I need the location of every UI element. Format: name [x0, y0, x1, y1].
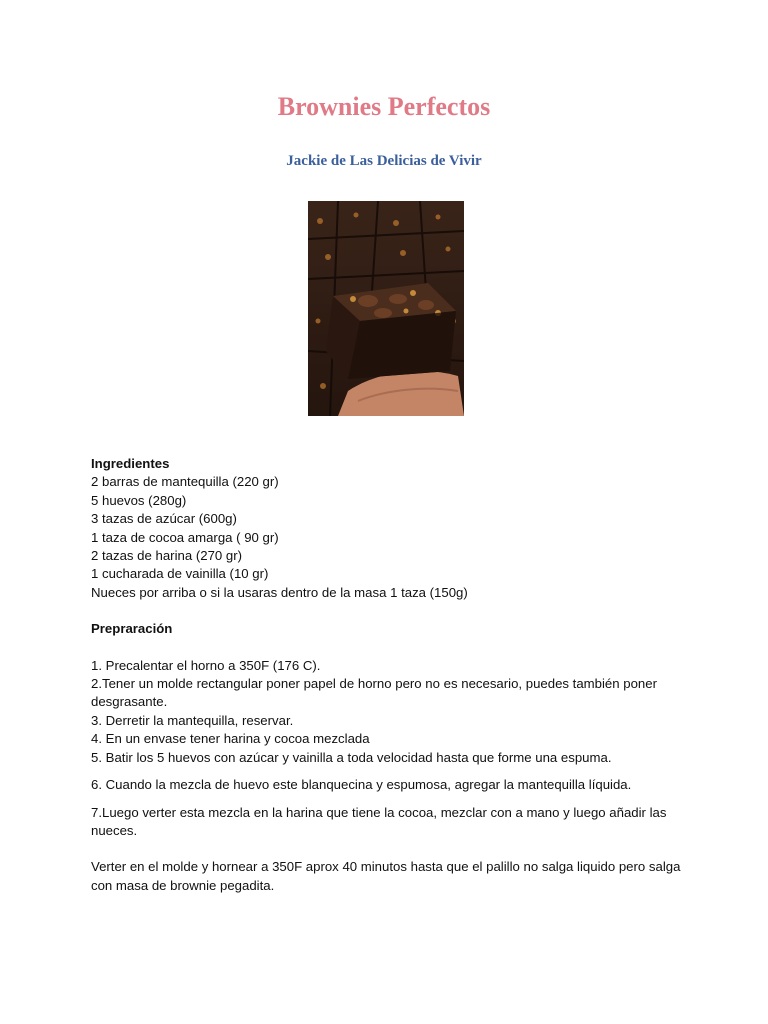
ingredients-heading: Ingredientes	[91, 456, 170, 471]
document-title: Brownies Perfectos	[277, 92, 491, 121]
ingredient-item: 2 barras de mantequilla (220 gr)	[91, 474, 279, 490]
ingredient-item: Nueces por arriba o si la usaras dentro de la masa 1 taza (150g)	[91, 584, 468, 600]
document-subtitle: Jackie de Las Delicias de Vivir	[286, 153, 482, 169]
ingredient-item: 2 tazas de harina (270 gr)	[91, 548, 243, 564]
ingredient-item: 1 cucharada de vainilla (10 gr)	[91, 566, 269, 582]
final-instruction: Verter en el molde y hornear a 350F aprox 40 minutos hasta que el palillo no salga liquido pero salga con masa de brownie pegadita.	[91, 859, 681, 893]
preparation-step: 3. Derretir la mantequilla, reservar.	[91, 712, 294, 728]
preparation-step: 1. Precalentar el horno a 350F (176 C).	[91, 657, 321, 673]
ingredient-item: 3 tazas de azúcar (600g)	[91, 511, 237, 527]
recipe-body	[91, 455, 691, 895]
brownie-photo	[308, 201, 464, 416]
ingredient-item: 5 huevos (280g)	[91, 492, 187, 508]
preparation-step: 7.Luego verter esta mezcla en la harina que tiene la cocoa, mezclar con a mano y luego añadir las nueces.	[91, 804, 667, 838]
preparation-step: 6. Cuando la mezcla de huevo este blanquecina y espumosa, agregar la mantequilla líquida.	[91, 777, 632, 793]
preparation-heading: Prepraración	[91, 621, 173, 637]
preparation-step: 5. Batir los 5 huevos con azúcar y vainilla a toda velocidad hasta que forme una espuma.	[91, 749, 612, 765]
preparation-step: 4. En un envase tener harina y cocoa mezclada	[91, 731, 370, 747]
preparation-step: 2.Tener un molde rectangular poner papel de horno pero no es necesario, puedes también poner desgrasante.	[91, 676, 657, 710]
ingredient-item: 1 taza de cocoa amarga ( 90 gr)	[91, 529, 279, 545]
